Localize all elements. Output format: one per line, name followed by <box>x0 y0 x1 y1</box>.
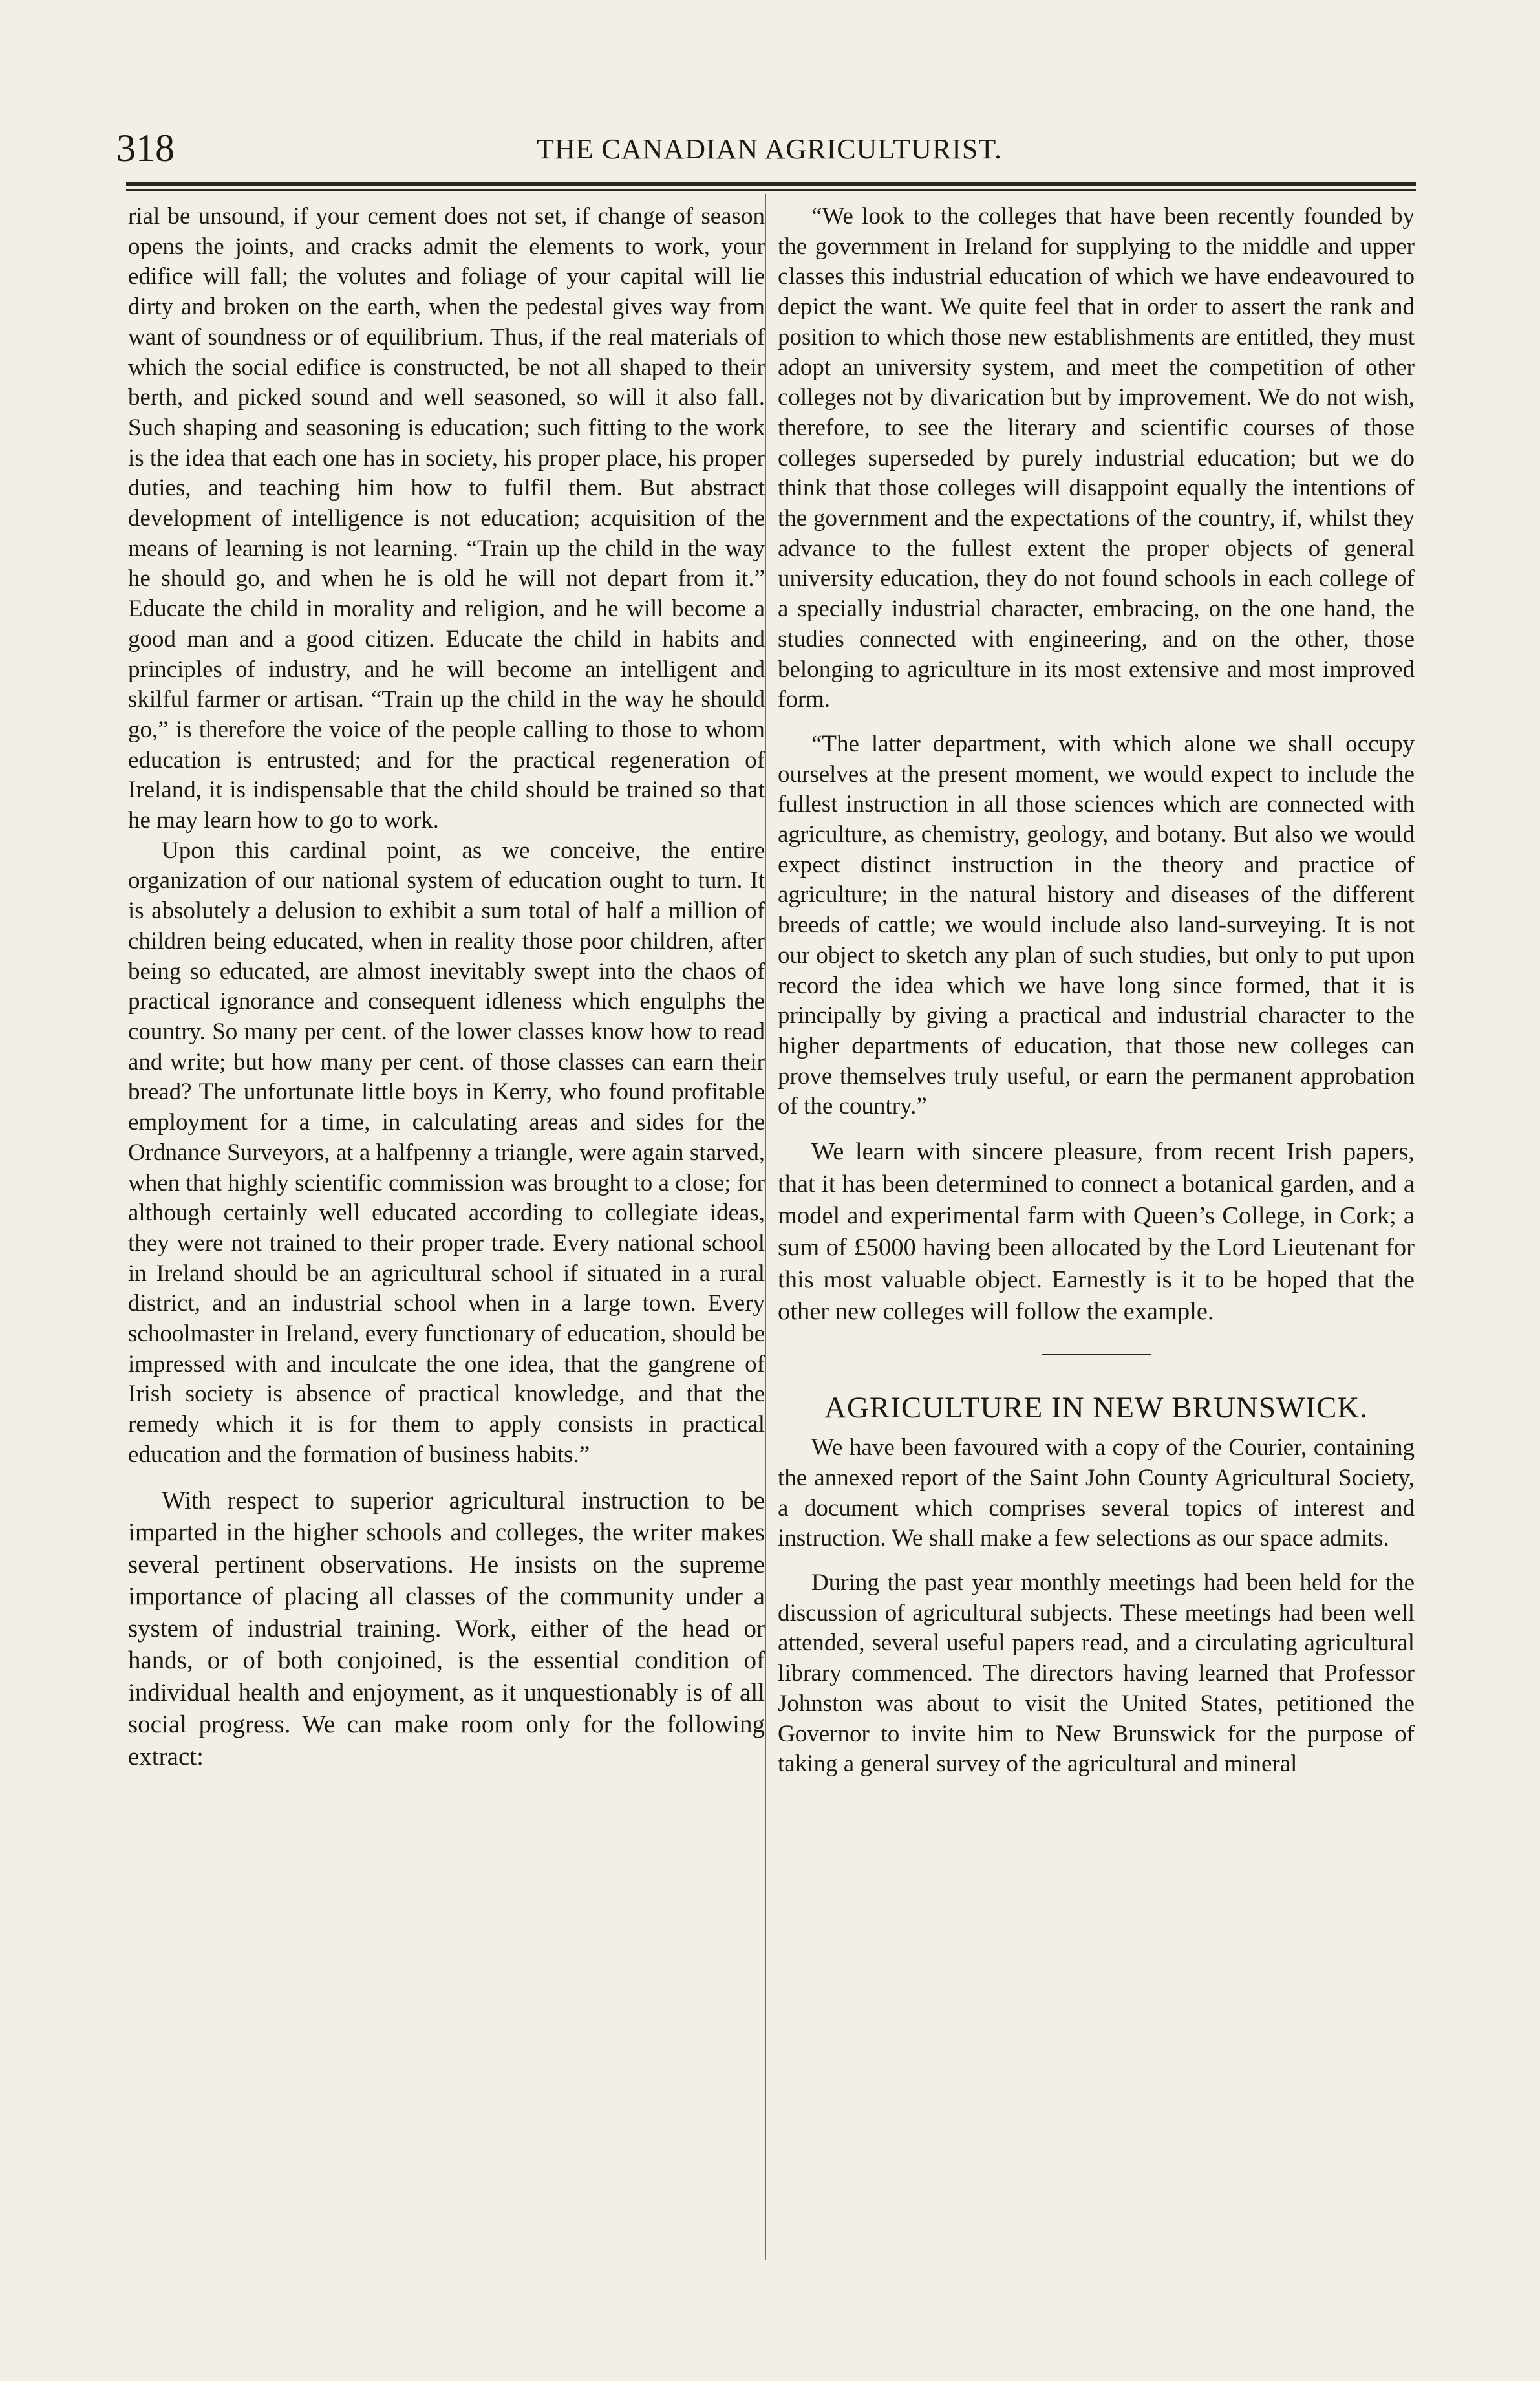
paragraph: Upon this cardinal point, as we conceive, the entire organization of our national system of education ought to turn. It is absolutely a delusion to exhibit a sum total of half a million of children being educated, when in reality those poor children, after being so educated, are almost inevitably swept into the chaos of practical ignorance and consequent idleness which engulphs the country. So many per cent. of the lower classes know how to read and write; but how many per cent. of those classes can earn their bread? The unfortunate little boys in Kerry, who found profitable employment for a time, in calculating areas and sides for the Ordnance Surveyors, at a halfpenny a triangle, were again starved, when that highly scientific commission was brought to a close; for although certainly well educated according to collegiate ideas, they were not trained to their proper trade. Every national school in Ireland should be an agricultural school if situated in a rural district, and an industrial school when in a large town. Every schoolmaster in Ireland, every functionary of education, should be impressed with and inculcate the one idea, that the gangrene of Irish society is absence of practical knowledge, and that the remedy which it is for them to apply consists in practical education and the formation of business habits.” <box>128 837 765 1468</box>
paragraph: rial be unsound, if your cement does not set, if change of season opens the joints, and cracks admit the elements to work, your edifice will fall; the volutes and foliage of your capital will lie dirty and broken on the earth, when the pedestal gives way from want of soundness or of equilibrium. Thus, if the real materials of which the social edifice is constructed, be not all shaped to their berth, and picked sound and well seasoned, so will it also fall. Such shaping and seasoning is education; such fitting to the work is the idea that each one has in society, his proper place, his proper duties, and teaching him how to fulfil them. But abstract development of intelligence is not education; acquisition of the means of learning is not learning. “Train up the child in the way he should go, and when he is old he will not depart from it.” Educate the child in morality and religion, and he will become a good man and a good citizen. Educate the child in habits and principles of industry, and he will become an intelligent and skilful farmer or artisan. “Train up the child in the way he should go,” is therefore the voice of the people calling to those to whom education is entrusted; and for the practical regeneration of Ireland, it is indispensable that the child should be trained so that he may learn how to go to work. <box>128 203 765 834</box>
paragraph: With respect to superior agricultural instruction to be imparted in the higher schools and colleges, the writer makes several pertinent observations. He insists on the supreme importance of placing all classes of the community under a system of industrial training. Work, either of the head or hands, or of both conjoined, is the essential condition of individual health and enjoyment, as it unquestionably is of all social progress. We can make room only for the following extract: <box>128 1486 765 1771</box>
paragraph: “We look to the colleges that have been recently founded by the government in Ireland for supplying to the middle and upper classes this industrial education of which we have endeavoured to depict the want. We quite feel that in order to assert the rank and position to which those new establishments are entitled, they must adopt an university system, and meet the competition of other colleges not by divarication but by improvement. We do not wish, therefore, to see the literary and scientific courses of those colleges superseded by purely industrial education; but we do think that those colleges will disappoint equally the intentions of the government and the expectations of the country, if, whilst they advance to the fullest extent the proper objects of general university education, they do not found schools in each college of a specially industrial character, embracing, on the one hand, the studies connected with engineering, and on the other, those belonging to agriculture in its most extensive and most improved form. <box>778 203 1415 713</box>
header-rule-thin <box>126 189 1416 191</box>
running-title: THE CANADIAN AGRICULTURIST. <box>537 133 1002 165</box>
paragraph-block <box>128 1485 765 1773</box>
paragraph: We have been favoured with a copy of the Courier, containing the annexed report of the Saint John County Agricultural Society, a document which comprises several topics of interest and instruction. We shall make a few selections as our space admits. <box>778 1434 1415 1552</box>
header-rule <box>126 182 1416 186</box>
page-number: 318 <box>116 127 175 169</box>
page-header <box>116 126 1422 178</box>
section-divider <box>1042 1354 1151 1355</box>
left-column <box>128 202 765 1772</box>
section-heading: AGRICULTURE IN NEW BRUNSWICK. <box>824 1390 1369 1425</box>
right-column <box>778 202 1415 1780</box>
column-divider <box>765 194 766 2260</box>
paragraph: “The latter department, with which alone we shall occupy ourselves at the present moment, we would expect to include the fullest instruction in all those sciences which are connected with agriculture, as chemistry, geology, and botany. But also we would expect distinct instruction in the theory and practice of agriculture; in the natural history and diseases of the different breeds of cattle; we would include also land-surveying. It is not our object to sketch any plan of such studies, but only to put upon record the idea which we have long since formed, that it is principally by giving a practical and industrial character to the higher departments of education, that those new colleges can prove themselves truly useful, or earn the permanent approbation of the country.” <box>778 730 1415 1120</box>
paragraph: We learn with sincere pleasure, from recent Irish papers, that it has been determined to connect a botanical garden, and a model and experimental farm with Queen’s College, in Cork; a sum of £5000 having been allocated by the Lord Lieutenant for this most valuable object. Earnestly is it to be hoped that the other new colleges will follow the example. <box>778 1138 1415 1326</box>
paragraph: During the past year monthly meetings had been held for the discussion of agricultural subjects. These meetings had been well attended, several useful papers read, and a circulating agricultural library commenced. The directors having learned that Professor Johnston was about to visit the United States, petitioned the Governor to invite him to New Brunswick for the purpose of taking a general survey of the agricultural and mineral <box>778 1569 1415 1778</box>
